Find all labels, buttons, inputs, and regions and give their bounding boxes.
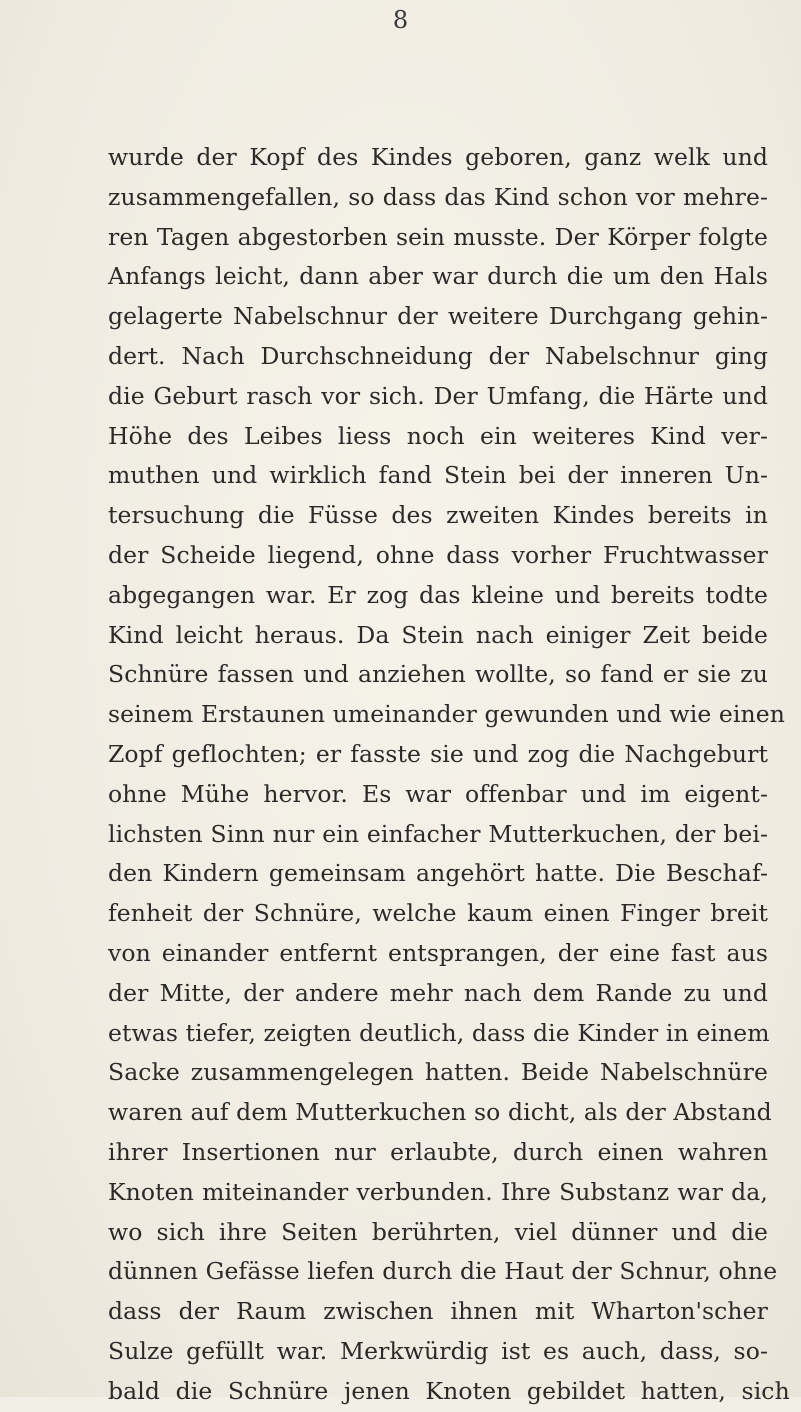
text-line: Zopf geflochten; er fasste sie und zog die Nachgeburt [108, 739, 768, 768]
text-line: etwas tiefer, zeigten deutlich, dass die Kinder in einem [108, 1018, 770, 1047]
text-line: Sulze gefüllt war. Merkwürdig ist es auch, dass, so- [108, 1336, 768, 1365]
text-line: der Scheide liegend, ohne dass vorher Fruchtwasser [108, 540, 768, 569]
text-line: Sacke zusammengelegen hatten. Beide Nabelschnüre [108, 1058, 768, 1087]
text-line: dass der Raum zwischen ihnen mit Wharton'scher [108, 1297, 768, 1326]
text-line: gelagerte Nabelschnur der weitere Durchgang gehin- [108, 302, 768, 331]
body-text [108, 138, 790, 1412]
text-line: die Geburt rasch vor sich. Der Umfang, die Härte und [108, 381, 768, 410]
text-line: Schnüre fassen und anziehen wollte, so fand er sie zu [108, 660, 768, 689]
text-line: der Mitte, der andere mehr nach dem Rande zu und [108, 978, 768, 1007]
text-line: muthen und wirklich fand Stein bei der inneren Un- [108, 461, 768, 490]
text-line: Knoten miteinander verbunden. Ihre Substanz war da, [108, 1177, 768, 1206]
text-line: tersuchung die Füsse des zweiten Kindes bereits in [108, 501, 768, 530]
text-line: von einander entfernt entsprangen, der eine fast aus [108, 938, 768, 967]
text-line: wo sich ihre Seiten berührten, viel dünner und die [108, 1217, 768, 1246]
text-line: waren auf dem Mutterkuchen so dicht, als der Abstand [108, 1098, 772, 1127]
text-line: lichsten Sinn nur ein einfacher Mutterkuchen, der bei- [108, 819, 768, 848]
text-line: Höhe des Leibes liess noch ein weiteres Kind ver- [108, 421, 768, 450]
text-line: ohne Mühe hervor. Es war offenbar und im eigent- [108, 779, 768, 808]
text-line: fenheit der Schnüre, welche kaum einen Finger breit [108, 899, 768, 928]
text-line: zusammengefallen, so dass das Kind schon vor mehre- [108, 182, 768, 211]
text-line: dert. Nach Durchschneidung der Nabelschnur ging [108, 341, 768, 370]
text-line: ihrer Insertionen nur erlaubte, durch einen wahren [108, 1137, 768, 1166]
text-line: abgegangen war. Er zog das kleine und bereits todte [108, 580, 768, 609]
text-line: Kind leicht heraus. Da Stein nach einiger Zeit beide [108, 620, 768, 649]
text-line: Anfangs leicht, dann aber war durch die um den Hals [108, 262, 768, 291]
text-line: seinem Erstaunen umeinander gewunden und wie einen [108, 700, 786, 729]
text-line: wurde der Kopf des Kindes geboren, ganz welk und [108, 143, 768, 171]
text-line: ren Tagen abgestorben sein musste. Der Körper folgte [108, 222, 768, 251]
text-line: bald die Schnüre jenen Knoten gebildet hatten, sich [108, 1376, 790, 1405]
text-line: dünnen Gefässe liefen durch die Haut der Schnur, ohne [108, 1257, 778, 1286]
page-number: 8 [392, 6, 409, 34]
text-line: den Kindern gemeinsam angehört hatte. Die Beschaf- [108, 859, 768, 888]
